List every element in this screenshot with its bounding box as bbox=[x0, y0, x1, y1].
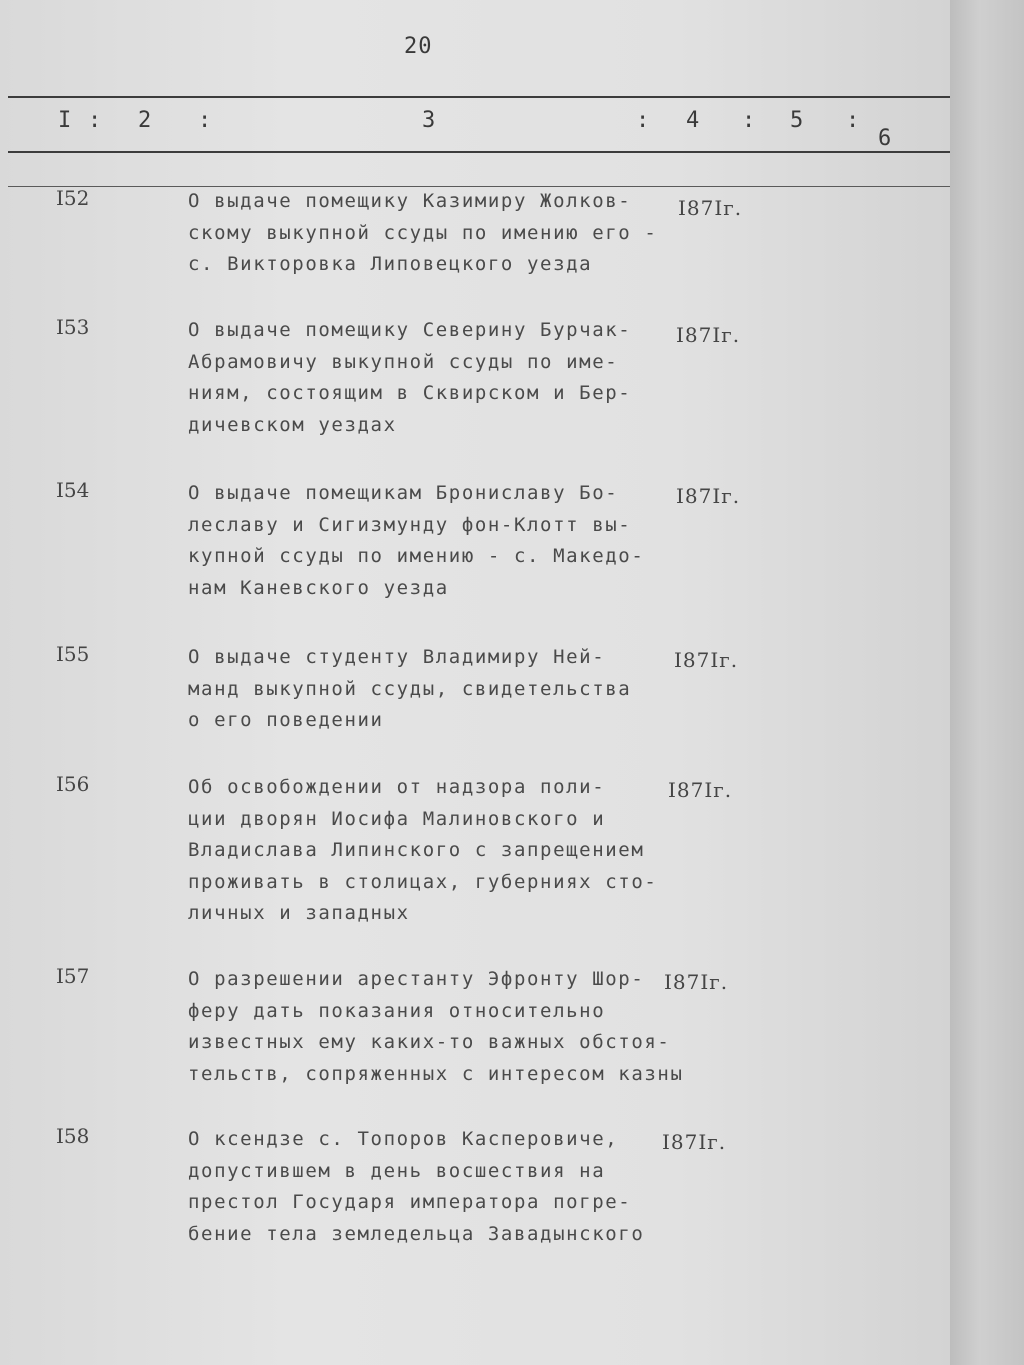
page-number: 20 bbox=[404, 34, 433, 59]
entry-number: I57 bbox=[56, 964, 90, 988]
entry-year: I87Iг. bbox=[668, 778, 733, 802]
column-header-4: 4 bbox=[686, 108, 700, 133]
entry-title: О разрешении арестанту Эфронту Шор- феру дать показания относительно известных ему каких-то важных обстоя- тельств, сопряженных с интересом казны bbox=[188, 968, 684, 1085]
entry-number: I56 bbox=[56, 772, 90, 796]
entry-title: О выдаче студенту Владимиру Ней- манд выкупной ссуды, свидетельства о его поведении bbox=[188, 646, 632, 731]
entry-title: О выдаче помещику Казимиру Жолков- скому выкупной ссуды по имению его - с. Викторовка Липовецкого уезда bbox=[188, 190, 658, 275]
header-rule-bottom bbox=[8, 151, 968, 153]
entry-year: I87Iг. bbox=[662, 1130, 727, 1154]
entry-number: I55 bbox=[56, 642, 90, 666]
entry-title: О ксендзе с. Топоров Касперовиче, допустившем в день восшествия на престол Государя императора погре- бение тела земледельца Завадынского bbox=[188, 1128, 645, 1245]
next-page-edge bbox=[950, 0, 1024, 1365]
entry-number: I58 bbox=[56, 1124, 90, 1148]
entry-title: Об освобождении от надзора поли- ции дворян Иосифа Малиновского и Владислава Липинского с запрещением проживать в столицах, губерниях сто- личных и западных bbox=[188, 776, 658, 924]
column-separator: : bbox=[636, 108, 650, 133]
entry-year: I87Iг. bbox=[674, 648, 739, 672]
entry-year: I87Iг. bbox=[664, 970, 729, 994]
entry-number: I52 bbox=[56, 186, 90, 210]
entry-title: О выдаче помещику Северину Бурчак- Абрамовичу выкупной ссуды по име- ниям, состоящим в Сквирском и Бер- дичевском уездах bbox=[188, 319, 632, 436]
column-separator: : bbox=[742, 108, 756, 133]
entry-title: О выдаче помещикам Брониславу Бо- леславу и Сигизмунду фон-Клотт вы- купной ссуды по имению - с. Македо- нам Каневского уезда bbox=[188, 482, 645, 599]
column-separator: : bbox=[198, 108, 212, 133]
column-separator: : bbox=[846, 108, 860, 133]
entry-number: I54 bbox=[56, 478, 90, 502]
column-header-2: 2 bbox=[138, 108, 152, 133]
entry-year: I87Iг. bbox=[678, 196, 743, 220]
column-header-5: 5 bbox=[790, 108, 804, 133]
entry-year: I87Iг. bbox=[676, 323, 741, 347]
column-header-1: I bbox=[58, 108, 72, 133]
column-header-6: 6 bbox=[878, 126, 892, 151]
entry-number: I53 bbox=[56, 315, 90, 339]
column-header-3: 3 bbox=[422, 108, 436, 133]
column-separator: : bbox=[88, 108, 102, 133]
header-rule-top bbox=[8, 96, 960, 98]
entry-year: I87Iг. bbox=[676, 484, 741, 508]
